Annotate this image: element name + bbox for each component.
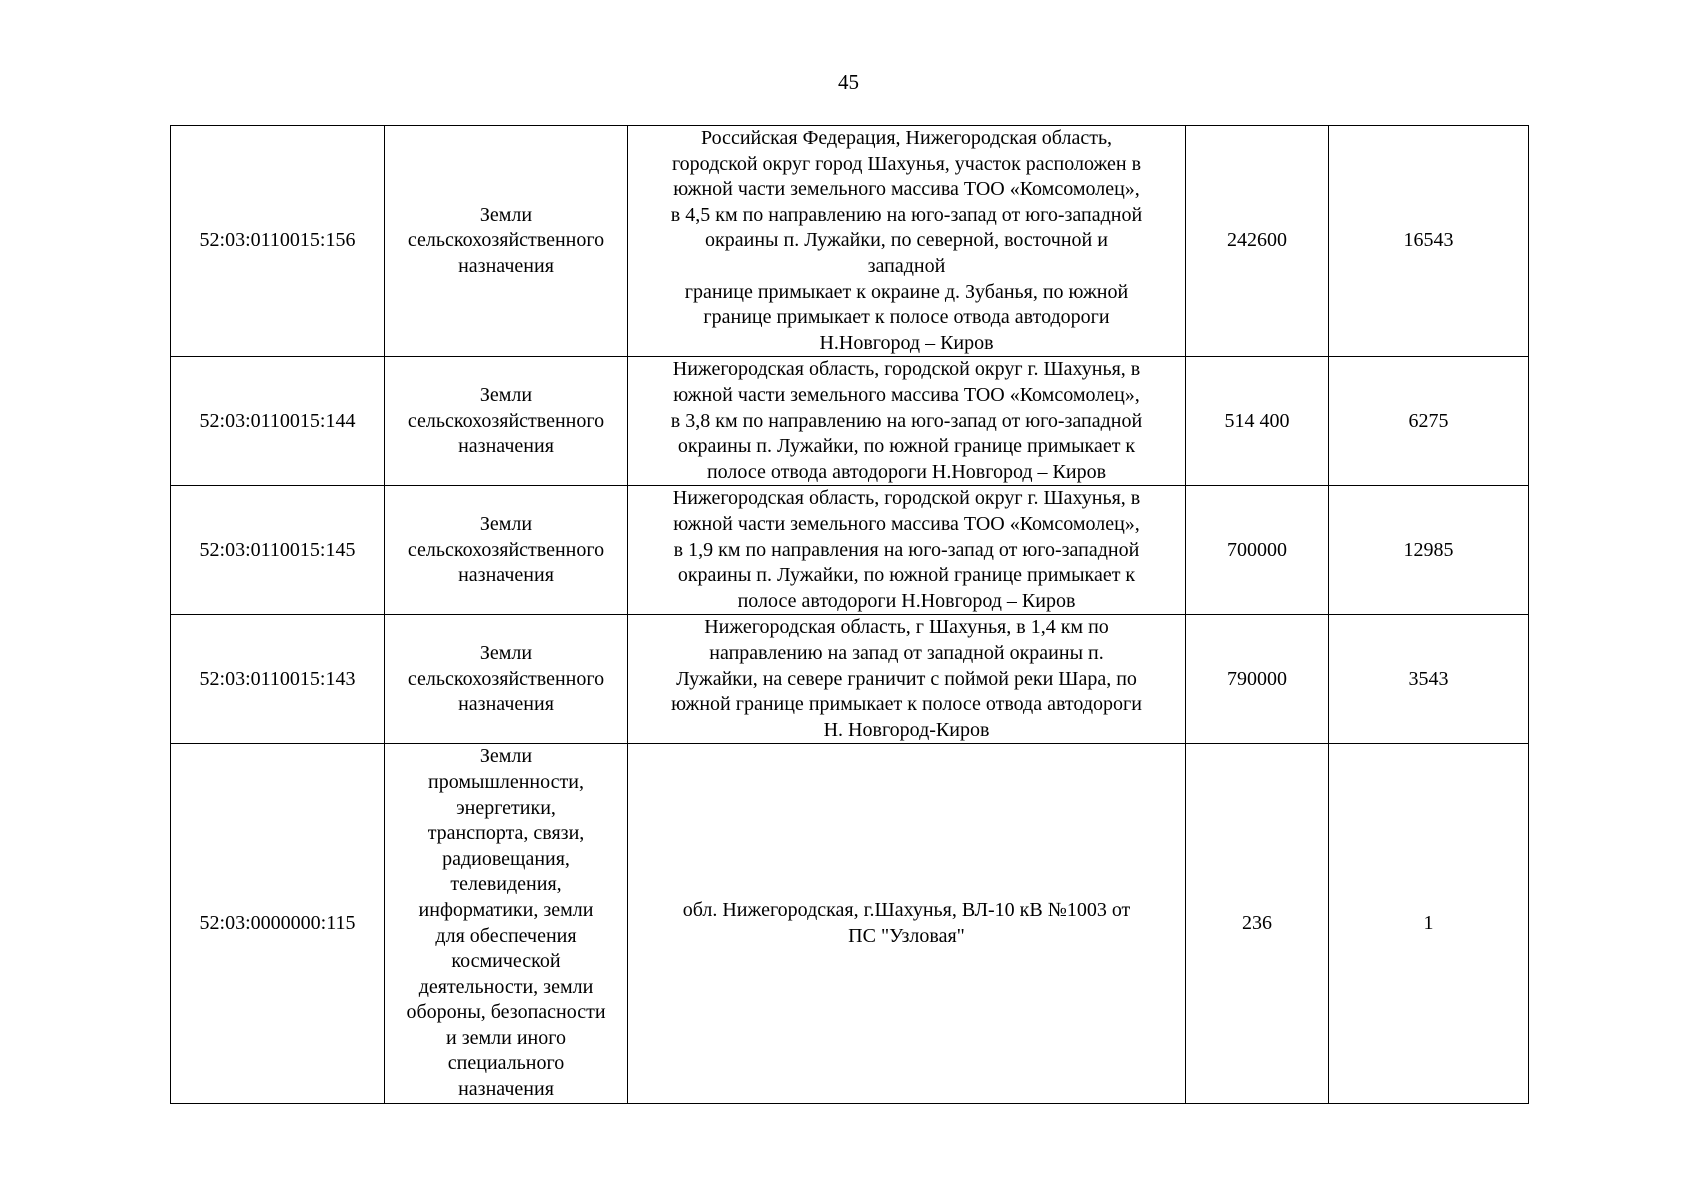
value-cell: 3543	[1329, 615, 1529, 744]
area-cell: 514 400	[1186, 357, 1329, 486]
table-row	[171, 357, 1529, 486]
land-category-cell: Земли сельскохозяйственного назначения	[385, 357, 628, 486]
land-category-cell: Земли промышленности, энергетики, транспорта, связи, радиовещания, телевидения, информатики, земли для обеспечения космической деятельности, земли обороны, безопасности и земли иного специального назначения	[385, 744, 628, 1103]
cadastral-number-cell: 52:03:0110015:144	[171, 357, 385, 486]
land-category-cell: Земли сельскохозяйственного назначения	[385, 615, 628, 744]
value-cell: 12985	[1329, 486, 1529, 615]
area-cell: 700000	[1186, 486, 1329, 615]
land-plots-table	[170, 125, 1529, 1104]
area-cell: 242600	[1186, 126, 1329, 357]
cadastral-number-cell: 52:03:0000000:115	[171, 744, 385, 1103]
table-row	[171, 744, 1529, 1103]
address-cell: Нижегородская область, г Шахунья, в 1,4 км по направлению на запад от западной окраины п. Лужайки, на севере граничит с поймой реки Шара, по южной границе примыкает к полосе отвода автодороги Н. Новгород-Киров	[628, 615, 1186, 744]
page-number: 45	[838, 70, 859, 94]
address-cell: Российская Федерация, Нижегородская область, городской округ город Шахунья, участок расположен в южной части земельного массива ТОО «Комсомолец», в 4,5 км по направлению на юго-запад от юго-западной окраины п. Лужайки, по северной, восточной и западной границе примыкает к окраине д. Зубанья, по южной границе примыкает к полосе отвода автодороги Н.Новгород – Киров	[628, 126, 1186, 357]
land-category-cell: Земли сельскохозяйственного назначения	[385, 126, 628, 357]
value-cell: 1	[1329, 744, 1529, 1103]
value-cell: 16543	[1329, 126, 1529, 357]
value-cell: 6275	[1329, 357, 1529, 486]
area-cell: 790000	[1186, 615, 1329, 744]
cadastral-number-cell: 52:03:0110015:143	[171, 615, 385, 744]
cadastral-number-cell: 52:03:0110015:145	[171, 486, 385, 615]
table-row	[171, 486, 1529, 615]
table-row	[171, 126, 1529, 357]
table-row	[171, 615, 1529, 744]
area-cell: 236	[1186, 744, 1329, 1103]
land-category-cell: Земли сельскохозяйственного назначения	[385, 486, 628, 615]
address-cell: обл. Нижегородская, г.Шахунья, ВЛ-10 кВ №1003 от ПС "Узловая"	[628, 744, 1186, 1103]
address-cell: Нижегородская область, городской округ г. Шахунья, в южной части земельного массива ТОО «Комсомолец», в 3,8 км по направлению на юго-запад от юго-западной окраины п. Лужайки, по южной границе примыкает к полосе отвода автодороги Н.Новгород – Киров	[628, 357, 1186, 486]
address-cell: Нижегородская область, городской округ г. Шахунья, в южной части земельного массива ТОО «Комсомолец», в 1,9 км по направления на юго-запад от юго-западной окраины п. Лужайки, по южной границе примыкает к полосе автодороги Н.Новгород – Киров	[628, 486, 1186, 615]
cadastral-number-cell: 52:03:0110015:156	[171, 126, 385, 357]
